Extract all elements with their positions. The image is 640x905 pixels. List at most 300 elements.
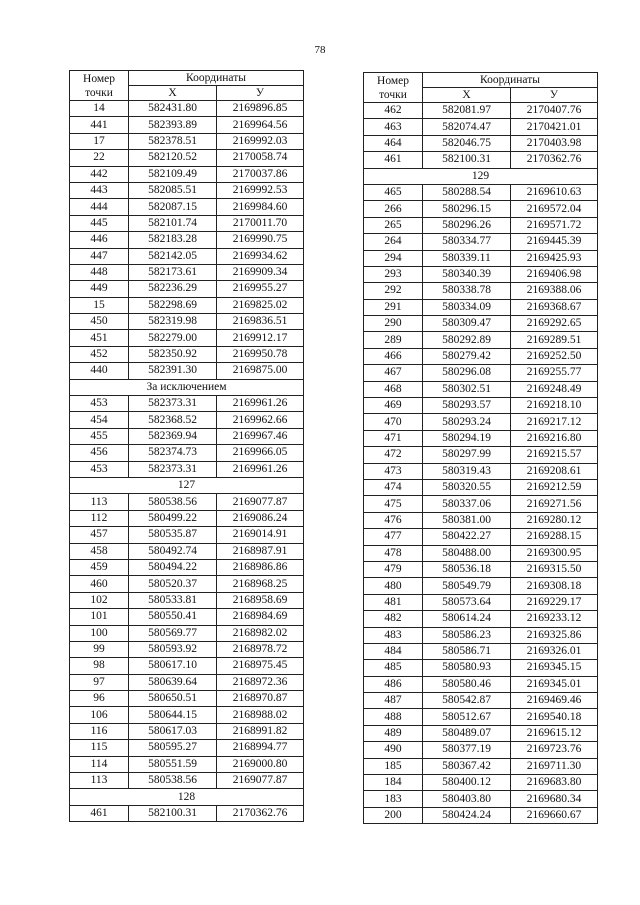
table-row xyxy=(70,445,304,461)
x-coordinate-cell: 580536.18 xyxy=(423,561,511,577)
y-coordinate-cell: 2169875.00 xyxy=(217,363,304,379)
x-coordinate-cell: 580499.22 xyxy=(129,510,217,526)
x-coordinate-cell: 582085.51 xyxy=(129,182,217,198)
point-number-cell: 185 xyxy=(364,758,423,774)
table-row xyxy=(364,103,598,119)
y-coordinate-cell: 2169909.34 xyxy=(217,264,304,280)
x-coordinate-cell: 580293.57 xyxy=(423,398,511,414)
point-number-cell: 294 xyxy=(364,250,423,266)
x-coordinate-cell: 580494.22 xyxy=(129,559,217,575)
x-coordinate-cell: 580538.56 xyxy=(129,494,217,510)
y-coordinate-cell: 2168988.02 xyxy=(217,707,304,723)
x-coordinate-cell: 580294.19 xyxy=(423,430,511,446)
y-coordinate-cell: 2169388.06 xyxy=(511,283,598,299)
x-coordinate-cell: 580334.77 xyxy=(423,234,511,250)
point-number-cell: 490 xyxy=(364,742,423,758)
y-coordinate-cell: 2168972.36 xyxy=(217,674,304,690)
section-label: 127 xyxy=(70,477,304,493)
point-number-cell: 289 xyxy=(364,332,423,348)
x-coordinate-cell: 580580.46 xyxy=(423,676,511,692)
y-coordinate-cell: 2169961.26 xyxy=(217,461,304,477)
x-coordinate-cell: 580334.09 xyxy=(423,299,511,315)
table-row xyxy=(70,330,304,346)
point-number-cell: 15 xyxy=(70,297,129,313)
y-coordinate-cell: 2169280.12 xyxy=(511,512,598,528)
point-number-cell: 97 xyxy=(70,674,129,690)
table-row xyxy=(70,363,304,379)
y-coordinate-cell: 2169345.01 xyxy=(511,676,598,692)
y-coordinate-cell: 2169212.59 xyxy=(511,479,598,495)
point-number-cell: 441 xyxy=(70,117,129,133)
table-row xyxy=(364,807,598,823)
table-row xyxy=(70,412,304,428)
x-coordinate-cell: 580296.08 xyxy=(423,365,511,381)
section-label: 129 xyxy=(364,168,598,184)
y-coordinate-cell: 2169233.12 xyxy=(511,611,598,627)
table-row xyxy=(364,201,598,217)
point-number-cell: 482 xyxy=(364,611,423,627)
table-row xyxy=(70,199,304,215)
point-number-cell: 292 xyxy=(364,283,423,299)
x-coordinate-cell: 580337.06 xyxy=(423,496,511,512)
point-number-cell: 458 xyxy=(70,543,129,559)
table-row xyxy=(70,215,304,231)
table-row xyxy=(364,611,598,627)
table-row xyxy=(70,625,304,641)
x-coordinate-cell: 582373.31 xyxy=(129,461,217,477)
point-number-cell: 474 xyxy=(364,479,423,495)
y-coordinate-cell: 2170421.01 xyxy=(511,119,598,135)
x-coordinate-cell: 580535.87 xyxy=(129,527,217,543)
point-number-cell: 453 xyxy=(70,396,129,412)
point-number-cell: 461 xyxy=(70,805,129,821)
x-coordinate-cell: 580340.39 xyxy=(423,266,511,282)
y-coordinate-cell: 2169964.56 xyxy=(217,117,304,133)
y-coordinate-cell: 2169345.15 xyxy=(511,660,598,676)
x-coordinate-cell: 582087.15 xyxy=(129,199,217,215)
section-label: 128 xyxy=(70,789,304,805)
point-number-cell: 479 xyxy=(364,561,423,577)
point-number-header-line2: точки xyxy=(85,86,113,99)
y-coordinate-cell: 2169680.34 xyxy=(511,791,598,807)
section-label: За исключением xyxy=(70,379,304,395)
y-coordinate-cell: 2169540.18 xyxy=(511,709,598,725)
x-coordinate-cell: 582101.74 xyxy=(129,215,217,231)
table-row xyxy=(364,709,598,725)
point-number-cell: 14 xyxy=(70,101,129,117)
y-coordinate-cell: 2169683.80 xyxy=(511,775,598,791)
x-coordinate-cell: 582374.73 xyxy=(129,445,217,461)
point-number-cell: 476 xyxy=(364,512,423,528)
point-number-cell: 477 xyxy=(364,529,423,545)
point-number-cell: 469 xyxy=(364,398,423,414)
point-number-cell: 470 xyxy=(364,414,423,430)
y-coordinate-cell: 2170403.98 xyxy=(511,135,598,151)
table-row xyxy=(364,447,598,463)
x-coordinate-cell: 582236.29 xyxy=(129,281,217,297)
x-coordinate-cell: 580279.42 xyxy=(423,348,511,364)
table-row xyxy=(70,674,304,690)
point-number-cell: 22 xyxy=(70,150,129,166)
table-row xyxy=(364,234,598,250)
point-number-cell: 291 xyxy=(364,299,423,315)
point-number-cell: 464 xyxy=(364,135,423,151)
y-header: У xyxy=(217,86,304,101)
x-coordinate-cell: 582100.31 xyxy=(129,805,217,821)
x-coordinate-cell: 580296.26 xyxy=(423,217,511,233)
table-row xyxy=(364,283,598,299)
point-number-header-line1: Номер xyxy=(83,72,115,85)
point-number-cell: 449 xyxy=(70,281,129,297)
table-row xyxy=(70,101,304,117)
point-number-cell: 465 xyxy=(364,184,423,200)
y-coordinate-cell: 2169077.87 xyxy=(217,773,304,789)
point-number-cell: 200 xyxy=(364,807,423,823)
point-number-cell: 455 xyxy=(70,428,129,444)
y-coordinate-cell: 2169961.26 xyxy=(217,396,304,412)
table-row xyxy=(364,119,598,135)
x-coordinate-cell: 580367.42 xyxy=(423,758,511,774)
y-coordinate-cell: 2169660.67 xyxy=(511,807,598,823)
y-coordinate-cell: 2169014.91 xyxy=(217,527,304,543)
table-row xyxy=(70,609,304,625)
point-number-header xyxy=(70,71,129,101)
x-coordinate-cell: 582173.61 xyxy=(129,264,217,280)
x-coordinate-cell: 580550.41 xyxy=(129,609,217,625)
point-number-cell: 290 xyxy=(364,316,423,332)
x-coordinate-cell: 580542.87 xyxy=(423,693,511,709)
table-row xyxy=(364,627,598,643)
y-coordinate-cell: 2168984.69 xyxy=(217,609,304,625)
table-row xyxy=(364,512,598,528)
table-row xyxy=(70,723,304,739)
table-row xyxy=(364,693,598,709)
point-number-cell: 452 xyxy=(70,346,129,362)
point-number-cell: 184 xyxy=(364,775,423,791)
table-row xyxy=(364,217,598,233)
y-coordinate-cell: 2169406.98 xyxy=(511,266,598,282)
x-coordinate-cell: 580586.71 xyxy=(423,643,511,659)
x-coordinate-cell: 580586.23 xyxy=(423,627,511,643)
point-number-header-line1: Номер xyxy=(377,74,409,87)
x-coordinate-cell: 582393.89 xyxy=(129,117,217,133)
x-coordinate-cell: 580296.15 xyxy=(423,201,511,217)
y-coordinate-cell: 2168978.72 xyxy=(217,641,304,657)
y-coordinate-cell: 2170058.74 xyxy=(217,150,304,166)
section-row xyxy=(70,789,304,805)
x-coordinate-cell: 582350.92 xyxy=(129,346,217,362)
y-coordinate-cell: 2169984.60 xyxy=(217,199,304,215)
table-row xyxy=(70,133,304,149)
point-number-cell: 461 xyxy=(364,152,423,168)
point-number-cell: 266 xyxy=(364,201,423,217)
table-row xyxy=(70,576,304,592)
point-number-cell: 113 xyxy=(70,773,129,789)
table-row xyxy=(70,150,304,166)
table-row xyxy=(364,791,598,807)
table-row xyxy=(70,232,304,248)
point-number-cell: 486 xyxy=(364,676,423,692)
point-number-cell: 100 xyxy=(70,625,129,641)
table-row xyxy=(70,527,304,543)
x-coordinate-cell: 580614.24 xyxy=(423,611,511,627)
x-coordinate-cell: 580549.79 xyxy=(423,578,511,594)
point-number-cell: 454 xyxy=(70,412,129,428)
table-row xyxy=(70,396,304,412)
table-body-left xyxy=(70,101,304,822)
y-coordinate-cell: 2170037.86 xyxy=(217,166,304,182)
table-row xyxy=(364,676,598,692)
point-number-cell: 114 xyxy=(70,756,129,772)
x-coordinate-cell: 580339.11 xyxy=(423,250,511,266)
point-number-cell: 99 xyxy=(70,641,129,657)
x-coordinate-cell: 580512.67 xyxy=(423,709,511,725)
x-coordinate-cell: 580533.81 xyxy=(129,592,217,608)
table-row xyxy=(364,479,598,495)
table-row xyxy=(70,559,304,575)
point-number-cell: 443 xyxy=(70,182,129,198)
x-coordinate-cell: 582373.31 xyxy=(129,396,217,412)
point-number-cell: 447 xyxy=(70,248,129,264)
y-coordinate-cell: 2169300.95 xyxy=(511,545,598,561)
y-coordinate-cell: 2168987.91 xyxy=(217,543,304,559)
table-row xyxy=(70,510,304,526)
y-coordinate-cell: 2169215.57 xyxy=(511,447,598,463)
table-row xyxy=(70,707,304,723)
point-number-cell: 462 xyxy=(364,103,423,119)
table-row xyxy=(364,316,598,332)
y-coordinate-cell: 2169962.66 xyxy=(217,412,304,428)
table-row xyxy=(364,660,598,676)
x-header: X xyxy=(129,86,217,101)
point-number-cell: 112 xyxy=(70,510,129,526)
table-row xyxy=(364,250,598,266)
point-number-cell: 489 xyxy=(364,725,423,741)
point-number-cell: 183 xyxy=(364,791,423,807)
y-coordinate-cell: 2168970.87 xyxy=(217,691,304,707)
point-number-cell: 264 xyxy=(364,234,423,250)
table-body-right xyxy=(364,103,598,824)
point-number-cell: 101 xyxy=(70,609,129,625)
x-coordinate-cell: 580644.15 xyxy=(129,707,217,723)
y-coordinate-cell: 2169825.02 xyxy=(217,297,304,313)
y-coordinate-cell: 2169425.93 xyxy=(511,250,598,266)
y-coordinate-cell: 2169289.51 xyxy=(511,332,598,348)
x-coordinate-cell: 580320.55 xyxy=(423,479,511,495)
table-row xyxy=(364,561,598,577)
table-row xyxy=(70,773,304,789)
y-coordinate-cell: 2170362.76 xyxy=(511,152,598,168)
point-number-cell: 265 xyxy=(364,217,423,233)
y-coordinate-cell: 2169368.67 xyxy=(511,299,598,315)
x-coordinate-cell: 582391.30 xyxy=(129,363,217,379)
x-coordinate-cell: 580573.64 xyxy=(423,594,511,610)
table-row xyxy=(70,641,304,657)
point-number-cell: 115 xyxy=(70,740,129,756)
point-number-cell: 457 xyxy=(70,527,129,543)
table-row xyxy=(70,248,304,264)
point-number-cell: 460 xyxy=(70,576,129,592)
table-row xyxy=(364,545,598,561)
point-number-cell: 442 xyxy=(70,166,129,182)
y-coordinate-cell: 2169610.63 xyxy=(511,184,598,200)
y-coordinate-cell: 2169990.75 xyxy=(217,232,304,248)
table-row xyxy=(364,299,598,315)
table-row xyxy=(70,658,304,674)
table-row xyxy=(70,281,304,297)
table-row xyxy=(364,135,598,151)
x-coordinate-cell: 582368.52 xyxy=(129,412,217,428)
point-number-cell: 466 xyxy=(364,348,423,364)
y-coordinate-cell: 2168991.82 xyxy=(217,723,304,739)
y-coordinate-cell: 2168958.69 xyxy=(217,592,304,608)
x-coordinate-cell: 582109.49 xyxy=(129,166,217,182)
point-number-cell: 487 xyxy=(364,693,423,709)
y-coordinate-cell: 2169308.18 xyxy=(511,578,598,594)
table-row xyxy=(364,365,598,381)
table-row xyxy=(364,381,598,397)
x-coordinate-cell: 580650.51 xyxy=(129,691,217,707)
table-row xyxy=(364,414,598,430)
table-row xyxy=(70,346,304,362)
x-coordinate-cell: 580617.03 xyxy=(129,723,217,739)
y-coordinate-cell: 2170407.76 xyxy=(511,103,598,119)
table-row xyxy=(364,463,598,479)
y-coordinate-cell: 2169252.50 xyxy=(511,348,598,364)
table-row xyxy=(70,740,304,756)
table-row xyxy=(364,578,598,594)
point-number-cell: 467 xyxy=(364,365,423,381)
section-row xyxy=(70,477,304,493)
table-row xyxy=(70,297,304,313)
x-coordinate-cell: 582431.80 xyxy=(129,101,217,117)
x-coordinate-cell: 582100.31 xyxy=(423,152,511,168)
y-coordinate-cell: 2169086.24 xyxy=(217,510,304,526)
x-coordinate-cell: 582120.52 xyxy=(129,150,217,166)
table-row xyxy=(70,117,304,133)
point-number-cell: 481 xyxy=(364,594,423,610)
x-coordinate-cell: 580297.99 xyxy=(423,447,511,463)
x-coordinate-cell: 580488.00 xyxy=(423,545,511,561)
y-coordinate-cell: 2169218.10 xyxy=(511,398,598,414)
point-number-cell: 485 xyxy=(364,660,423,676)
table-row xyxy=(364,742,598,758)
table-row xyxy=(364,775,598,791)
point-number-cell: 463 xyxy=(364,119,423,135)
x-coordinate-cell: 580309.47 xyxy=(423,316,511,332)
y-coordinate-cell: 2169966.05 xyxy=(217,445,304,461)
y-coordinate-cell: 2169292.65 xyxy=(511,316,598,332)
y-coordinate-cell: 2169912.17 xyxy=(217,330,304,346)
table-row xyxy=(364,266,598,282)
x-coordinate-cell: 582081.97 xyxy=(423,103,511,119)
table-row xyxy=(364,398,598,414)
point-number-cell: 483 xyxy=(364,627,423,643)
x-coordinate-cell: 580338.78 xyxy=(423,283,511,299)
y-coordinate-cell: 2169469.46 xyxy=(511,693,598,709)
table-row xyxy=(70,756,304,772)
page-number: 78 xyxy=(314,44,326,56)
y-coordinate-cell: 2169325.86 xyxy=(511,627,598,643)
table-row xyxy=(364,184,598,200)
table-row xyxy=(70,264,304,280)
point-number-cell: 445 xyxy=(70,215,129,231)
y-header: У xyxy=(511,88,598,103)
table-row xyxy=(364,529,598,545)
point-number-cell: 17 xyxy=(70,133,129,149)
y-coordinate-cell: 2169255.77 xyxy=(511,365,598,381)
table-row xyxy=(364,152,598,168)
y-coordinate-cell: 2169445.39 xyxy=(511,234,598,250)
x-coordinate-cell: 582142.05 xyxy=(129,248,217,264)
point-number-cell: 488 xyxy=(364,709,423,725)
point-number-cell: 106 xyxy=(70,707,129,723)
x-coordinate-cell: 582378.51 xyxy=(129,133,217,149)
y-coordinate-cell: 2169967.46 xyxy=(217,428,304,444)
point-number-cell: 98 xyxy=(70,658,129,674)
y-coordinate-cell: 2169572.04 xyxy=(511,201,598,217)
x-coordinate-cell: 580580.93 xyxy=(423,660,511,676)
table-row xyxy=(70,182,304,198)
x-coordinate-cell: 580520.37 xyxy=(129,576,217,592)
section-row xyxy=(70,379,304,395)
point-number-cell: 444 xyxy=(70,199,129,215)
x-coordinate-cell: 582369.94 xyxy=(129,428,217,444)
y-coordinate-cell: 2169836.51 xyxy=(217,314,304,330)
point-number-header-line2: точки xyxy=(379,88,407,101)
x-coordinate-cell: 580400.12 xyxy=(423,775,511,791)
table-row xyxy=(364,758,598,774)
point-number-cell: 448 xyxy=(70,264,129,280)
table-row xyxy=(364,643,598,659)
coordinates-header: Координаты xyxy=(423,73,598,88)
y-coordinate-cell: 2169934.62 xyxy=(217,248,304,264)
x-coordinate-cell: 580538.56 xyxy=(129,773,217,789)
point-number-cell: 480 xyxy=(364,578,423,594)
y-coordinate-cell: 2169992.53 xyxy=(217,182,304,198)
x-coordinate-cell: 580403.80 xyxy=(423,791,511,807)
x-coordinate-cell: 580595.27 xyxy=(129,740,217,756)
point-number-cell: 96 xyxy=(70,691,129,707)
point-number-cell: 478 xyxy=(364,545,423,561)
x-coordinate-cell: 580424.24 xyxy=(423,807,511,823)
point-number-cell: 116 xyxy=(70,723,129,739)
table-row xyxy=(70,805,304,821)
coordinates-table-right xyxy=(363,72,598,824)
y-coordinate-cell: 2169229.17 xyxy=(511,594,598,610)
x-coordinate-cell: 580319.43 xyxy=(423,463,511,479)
table-row xyxy=(70,543,304,559)
x-coordinate-cell: 580381.00 xyxy=(423,512,511,528)
y-coordinate-cell: 2169000.80 xyxy=(217,756,304,772)
point-number-cell: 468 xyxy=(364,381,423,397)
x-coordinate-cell: 582279.00 xyxy=(129,330,217,346)
y-coordinate-cell: 2168994.77 xyxy=(217,740,304,756)
table-row xyxy=(364,348,598,364)
y-coordinate-cell: 2170362.76 xyxy=(217,805,304,821)
x-header: X xyxy=(423,88,511,103)
x-coordinate-cell: 580377.19 xyxy=(423,742,511,758)
table-row xyxy=(70,314,304,330)
x-coordinate-cell: 580617.10 xyxy=(129,658,217,674)
y-coordinate-cell: 2169571.72 xyxy=(511,217,598,233)
y-coordinate-cell: 2168975.45 xyxy=(217,658,304,674)
y-coordinate-cell: 2169208.61 xyxy=(511,463,598,479)
x-coordinate-cell: 580569.77 xyxy=(129,625,217,641)
y-coordinate-cell: 2168982.02 xyxy=(217,625,304,641)
y-coordinate-cell: 2169288.15 xyxy=(511,529,598,545)
x-coordinate-cell: 582319.98 xyxy=(129,314,217,330)
